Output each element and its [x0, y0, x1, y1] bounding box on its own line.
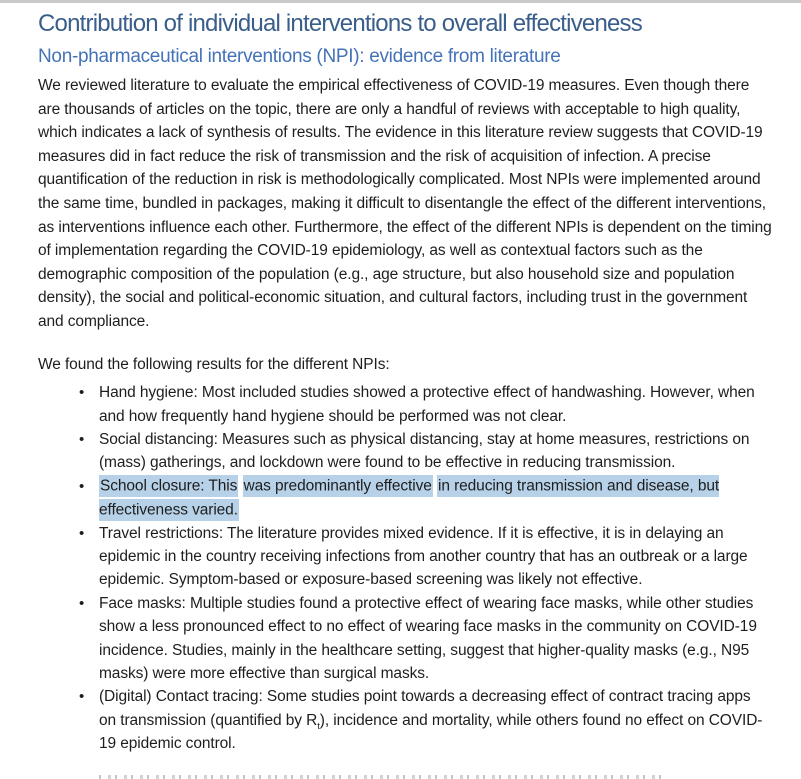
npi-list-item [38, 522, 767, 592]
page-title: Contribution of individual interventions to overall effectiveness [38, 10, 642, 37]
cropped-next-line [99, 775, 664, 779]
bullet-marker-icon: • [79, 477, 85, 495]
npi-list-item [38, 475, 767, 522]
highlighted-text: School closure: This [99, 475, 238, 497]
bullet-text [99, 475, 719, 520]
bullet-text: Travel restrictions: The literature provides mixed evidence. If it is effective, it is in delaying an epidemic in the country receiving infections from another country that has an outbreak or a large epidemic. Symptom-based or exposure-based screening was likely not effective. [99, 524, 748, 589]
bullet-marker-icon: • [79, 430, 85, 448]
bullet-text: Hand hygiene: Most included studies showed a protective effect of handwashing. However, when and how frequently hand hygiene should be performed was not clear. [99, 384, 755, 425]
npi-list-item [38, 381, 767, 428]
leadin-paragraph: We found the following results for the different NPIs: [38, 355, 390, 373]
window-top-edge [0, 0, 801, 3]
npi-list-item [38, 592, 767, 686]
npi-list-item [38, 428, 767, 475]
bullet-text: (Digital) Contact tracing: Some studies point towards a decreasing effect of contract tracing apps on transmission (quantified by $R_t$), incidence and mortality, while others found no effect on COVID-19 epidemic control. [99, 688, 763, 753]
section-subtitle: Non-pharmaceutical interventions (NPI): evidence from literature [38, 46, 561, 67]
highlighted-text: was predominantly effective [243, 475, 433, 497]
npi-bullet-list [38, 381, 771, 756]
bullet-marker-icon: • [79, 384, 85, 402]
intro-paragraph: We reviewed literature to evaluate the empirical effectiveness of COVID-19 measures. Even though there are thousands of articles on the topic, there are only a handful of reviews with acceptable to high quality, which indicates a lack of synthesis of results. The evidence in this literature review suggests that COVID-19 measures did in fact reduce the risk of transmission and the risk of acquisition of infection. A precise quantification of the reduction in risk is methodologically complicated. Most NPIs were implemented around the same time, bundled in packages, making it difficult to disentangle the effect of the different interventions, as interventions influence each other. Furthermore, the effect of the different NPIs is dependent on the timing of implementation regarding the COVID-19 epidemiology, as well as contextual factors such as the demographic composition of the population (e.g., age structure, but also household size and population density), the social and political-economic situation, and cultural factors, including trust in the government and compliance. [38, 77, 772, 330]
bullet-marker-icon: • [79, 594, 85, 612]
bullet-text: Face masks: Multiple studies found a protective effect of wearing face masks, while other studies show a less pronounced effect to no effect of wearing face masks in the community on COVID-19 incidence. Studies, mainly in the healthcare setting, suggest that higher-quality masks (e.g., N95 masks) were more effective than surgical masks. [99, 594, 757, 682]
npi-list-item [38, 685, 767, 755]
bullet-text: Social distancing: Measures such as physical distancing, stay at home measures, restrictions on (mass) gatherings, and lockdown were found to be effective in reducing transmission. [99, 430, 750, 472]
bullet-marker-icon: • [79, 524, 85, 542]
highlighted-text: in reducing transmission and disease, but effectiveness varied. [99, 475, 719, 520]
bullet-marker-icon: • [79, 688, 85, 706]
